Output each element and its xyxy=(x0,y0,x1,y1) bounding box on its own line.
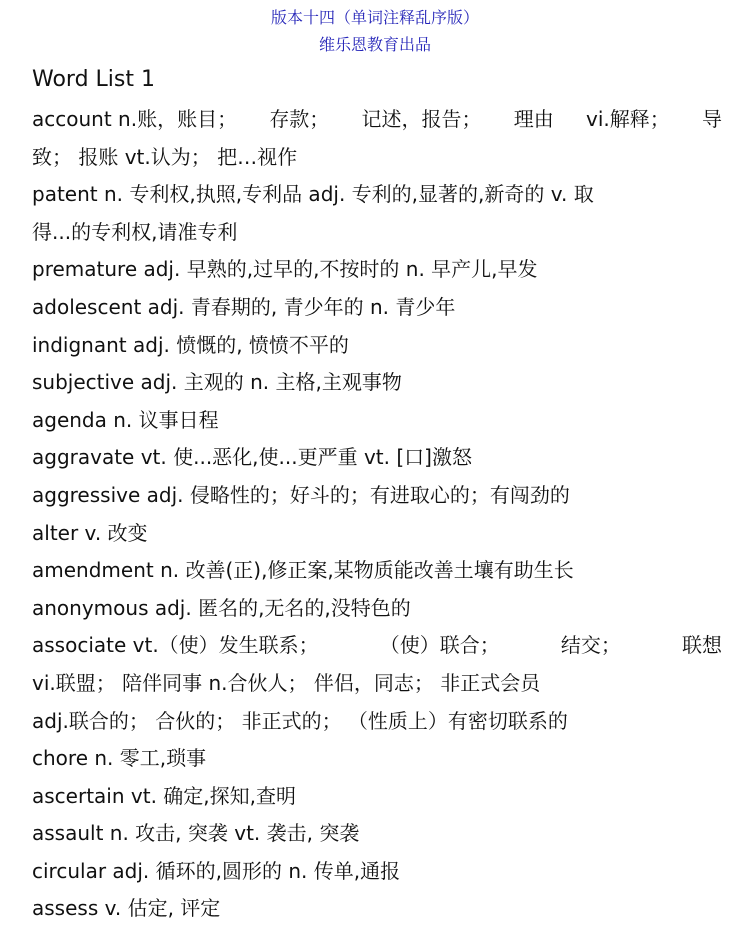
line-segment: associate vt.（使）发生联系； xyxy=(32,633,319,658)
line-segment: account n.账，账目； xyxy=(32,107,238,131)
word-list-title: Word List 1 xyxy=(32,67,155,92)
list-line: assess v. 估定, 评定 xyxy=(32,896,221,921)
line-segment: 导 xyxy=(702,107,722,131)
list-line: anonymous adj. 匿名的,无名的,没特色的 xyxy=(32,595,411,620)
list-line: premature adj. 早熟的,过早的,不按时的 n. 早产儿,早发 xyxy=(32,257,538,282)
list-line: adolescent adj. 青春期的, 青少年的 n. 青少年 xyxy=(32,294,456,319)
version-title: 版本十四（单词注释乱序版） xyxy=(270,8,479,27)
list-line: aggressive adj. 侵略性的；好斗的；有进取心的；有闯劲的 xyxy=(32,482,570,507)
list-line: subjective adj. 主观的 n. 主格,主观事物 xyxy=(32,370,402,395)
line-segment: 存款； xyxy=(269,107,330,131)
list-line: adj.联合的； 合伙的； 非正式的； （性质上）有密切联系的 xyxy=(32,708,568,733)
document-header xyxy=(0,4,750,58)
line-segment: 记述，报告； xyxy=(361,107,482,131)
list-line xyxy=(32,627,722,665)
list-line: agenda n. 议事日程 xyxy=(32,407,219,432)
list-line: chore n. 零工,琐事 xyxy=(32,746,207,771)
list-line: ascertain vt. 确定,探知,查明 xyxy=(32,783,296,808)
list-line: amendment n. 改善(正),修正案,某物质能改善土壤有助生长 xyxy=(32,558,574,583)
line-segment: 理由 xyxy=(513,107,554,131)
list-line: patent n. 专利权,执照,专利品 adj. 专利的,显著的,新奇的 v. 取 xyxy=(32,182,594,207)
list-line: aggravate vt. 使...恶化,使...更严重 vt. [口]激怒 xyxy=(32,445,472,470)
line-segment: 联想 xyxy=(681,633,722,658)
list-line: 致； 报账 vt.认为； 把…视作 xyxy=(32,144,298,169)
line-segment: 结交； xyxy=(560,633,621,658)
list-line: circular adj. 循环的,圆形的 n. 传单,通报 xyxy=(32,858,401,883)
list-line: assault n. 攻击, 突袭 vt. 袭击, 突袭 xyxy=(32,821,360,846)
word-list xyxy=(32,101,722,928)
list-line: alter v. 改变 xyxy=(32,520,148,545)
line-segment: （使）联合； xyxy=(379,633,500,658)
list-line xyxy=(32,101,722,139)
list-line: vi.联盟； 陪伴同事 n.合伙人； 伴侣，同志； 非正式会员 xyxy=(32,670,541,695)
publisher-line: 维乐恩教育出品 xyxy=(318,35,431,54)
line-segment: vi.解释； xyxy=(586,107,670,131)
list-line: indignant adj. 愤慨的, 愤愤不平的 xyxy=(32,332,349,357)
list-line: 得...的专利权,请准专利 xyxy=(32,219,238,244)
